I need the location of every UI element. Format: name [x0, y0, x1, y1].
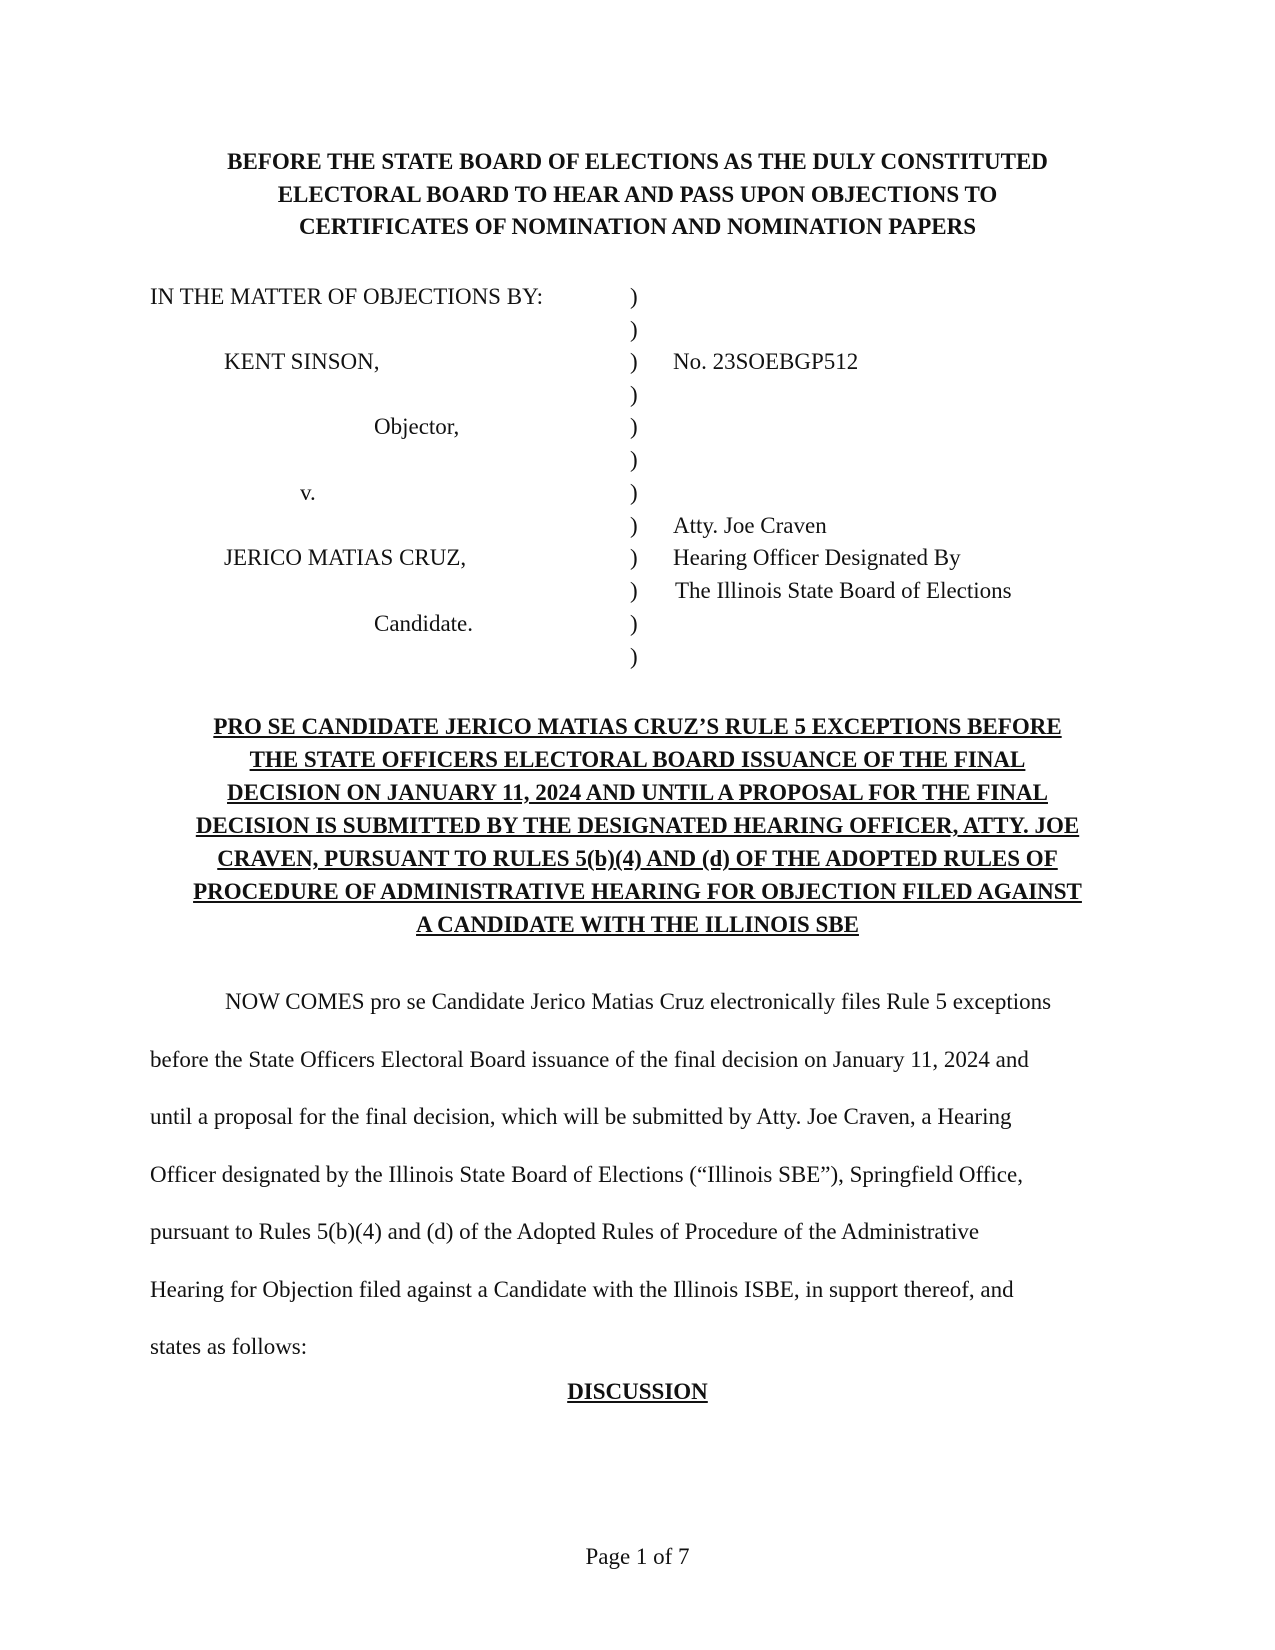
paragraph-line: until a proposal for the final decision, which will be submitted by Atty. Joe Craven, a Hearing — [150, 1104, 1012, 1129]
candidate-role: Candidate. — [374, 611, 473, 636]
heading-line: CERTIFICATES OF NOMINATION AND NOMINATION PAPERS — [298, 214, 977, 239]
versus-label: v. — [300, 480, 316, 505]
caption-parenthesis: ) — [630, 317, 638, 342]
introductory-paragraph — [150, 973, 1130, 1376]
caption-parenthesis: ) — [630, 611, 638, 636]
caption-parenthesis: ) — [630, 644, 638, 669]
title-line: DECISION ON JANUARY 11, 2024 AND UNTIL A PROPOSAL FOR THE FINAL — [227, 780, 1048, 805]
caption-parenthesis: ) — [630, 545, 638, 570]
matter-label: IN THE MATTER OF OBJECTIONS BY: — [150, 284, 543, 309]
caption-parenthesis: ) — [630, 480, 638, 505]
paragraph-line: Hearing for Objection filed against a Candidate with the Illinois ISBE, in support thereof, and — [150, 1276, 1014, 1302]
caption-parenthesis: ) — [630, 414, 638, 439]
hearing-officer-designation: Hearing Officer Designated By — [673, 545, 961, 570]
title-line: PROCEDURE OF ADMINISTRATIVE HEARING FOR OBJECTION FILED AGAINST — [193, 879, 1082, 904]
caption-parenthesis: ) — [630, 284, 638, 309]
hearing-officer-board: The Illinois State Board of Elections — [675, 578, 1012, 603]
caption-parenthesis: ) — [630, 349, 638, 374]
hearing-officer-name: Atty. Joe Craven — [673, 513, 827, 538]
paragraph-line: Officer designated by the Illinois State Board of Elections (“Illinois SBE”), Springfield Office, — [150, 1161, 1023, 1187]
caption-parenthesis: ) — [630, 382, 638, 407]
paragraph-line: before the State Officers Electoral Board issuance of the final decision on January 11, 2024 and — [150, 1046, 1029, 1072]
paragraph-line: states as follows: — [150, 1334, 308, 1359]
caption-parenthesis: ) — [630, 513, 638, 538]
discussion-heading: DISCUSSION — [567, 1379, 708, 1404]
title-line: CRAVEN, PURSUANT TO RULES 5(b)(4) AND (d) OF THE ADOPTED RULES OF — [217, 846, 1058, 871]
document-title — [140, 710, 1135, 941]
heading-line: ELECTORAL BOARD TO HEAR AND PASS UPON OBJECTIONS TO — [277, 181, 998, 207]
title-line: PRO SE CANDIDATE JERICO MATIAS CRUZ’S RULE 5 EXCEPTIONS BEFORE — [213, 714, 1062, 739]
heading-line: BEFORE THE STATE BOARD OF ELECTIONS AS THE DULY CONSTITUTED — [227, 149, 1048, 174]
case-number: No. 23SOEBGP512 — [673, 349, 859, 374]
case-caption — [0, 0, 1275, 700]
page-number: Page 1 of 7 — [585, 1544, 690, 1569]
objector-role: Objector, — [374, 414, 460, 439]
title-line: A CANDIDATE WITH THE ILLINOIS SBE — [416, 912, 859, 937]
paragraph-line: NOW COMES pro se Candidate Jerico Matias Cruz electronically files Rule 5 exceptions — [225, 989, 1052, 1014]
title-line: DECISION IS SUBMITTED BY THE DESIGNATED HEARING OFFICER, ATTY. JOE — [195, 813, 1080, 838]
candidate-name: JERICO MATIAS CRUZ, — [224, 545, 467, 570]
objector-name: KENT SINSON, — [224, 349, 380, 374]
caption-parenthesis: ) — [630, 447, 638, 472]
title-line: THE STATE OFFICERS ELECTORAL BOARD ISSUANCE OF THE FINAL — [249, 747, 1026, 772]
paragraph-line: pursuant to Rules 5(b)(4) and (d) of the Adopted Rules of Procedure of the Administrative — [150, 1219, 980, 1244]
caption-parenthesis: ) — [630, 578, 638, 603]
